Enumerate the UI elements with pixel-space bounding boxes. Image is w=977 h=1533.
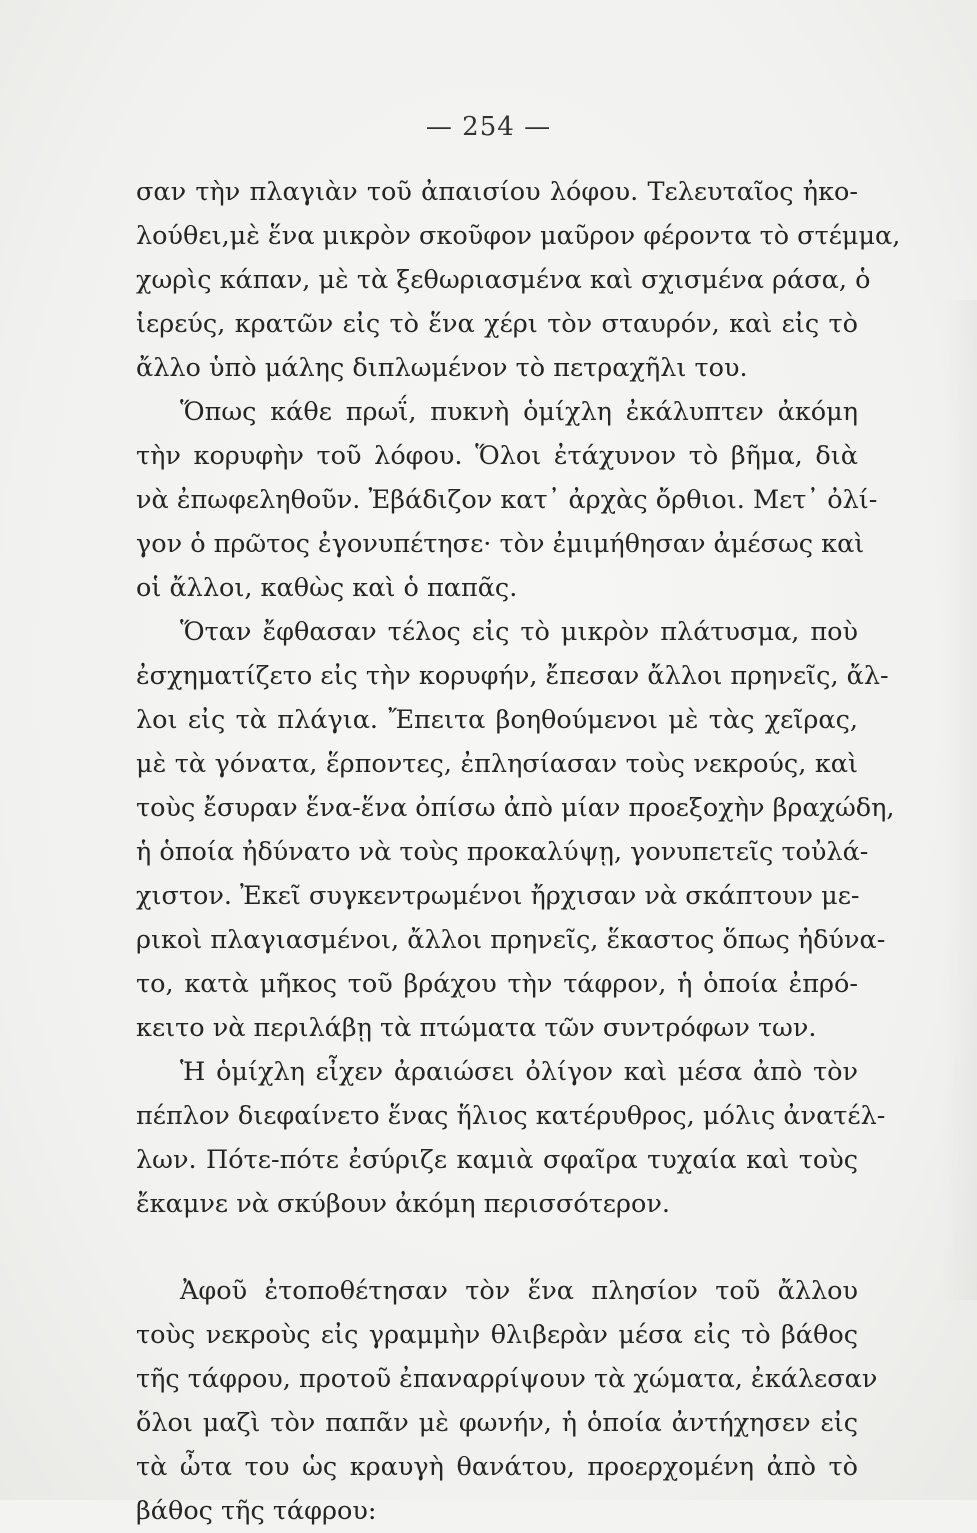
text-line: χιστον. Ἐκεῖ συγκεντρωμένοι ἤρχισαν νὰ σκάπτουν με- — [136, 881, 860, 911]
text-line: ἔκαμνε νὰ σκύβουν ἀκόμη περισσότερον. — [136, 1189, 670, 1219]
text-line: γον ὁ πρῶτος ἐγονυπέτησε· τὸν ἐμιμήθησαν ἀμέσως καὶ — [136, 529, 865, 559]
text-line: ἐσχηματίζετο εἰς τὴν κορυφήν, ἔπεσαν ἄλλοι πρηνεῖς, ἄλ- — [136, 661, 889, 691]
body-text — [136, 170, 901, 1533]
text-line: μὲ τὰ γόνατα, ἕρποντες, ἐπλησίασαν τοὺς νεκρούς, καὶ — [136, 749, 858, 779]
text-line: Ὅταν ἔφθασαν τέλος εἰς τὸ μικρὸν πλάτυσμα, ποὺ — [180, 617, 858, 647]
text-line: ἄλλο ὑπὸ μάλης διπλωμένον τὸ πετραχῆλι του. — [136, 353, 748, 383]
text-line: ἱερεύς, κρατῶν εἰς τὸ ἕνα χέρι τὸν σταυρόν, καὶ εἰς τὸ — [136, 309, 858, 339]
page-number: — 254 — — [425, 112, 552, 142]
paragraph-5 — [136, 1269, 878, 1533]
text-line: λων. Πότε-πότε ἐσύριζε καμιὰ σφαῖρα τυχαία καὶ τοὺς — [136, 1145, 858, 1175]
text-line: πέπλον διεφαίνετο ἕνας ἥλιος κατέρυθρος, μόλις ἀνατέλ- — [136, 1101, 886, 1131]
text-line: τὴν κορυφὴν τοῦ λόφου. Ὅλοι ἐτάχυνον τὸ βῆμα, διὰ — [136, 441, 858, 471]
paragraph-2 — [136, 390, 878, 610]
text-line: τοὺς νεκροὺς εἰς γραμμὴν θλιβερὰν μέσα εἰς τὸ βάθος — [136, 1320, 858, 1350]
text-line: τὰ ὦτα του ὡς κραυγὴ θανάτου, προερχομένη ἀπὸ τὸ — [136, 1452, 858, 1482]
text-line: ἡ ὁποία ἠδύνατο νὰ τοὺς προκαλύψῃ, γονυπετεῖς τοὐλά- — [136, 837, 869, 867]
paragraph-3 — [136, 610, 895, 1050]
text-line: Ἀφοῦ ἐτοποθέτησαν τὸν ἕνα πλησίον τοῦ ἄλλου — [180, 1276, 858, 1306]
text-line: νὰ ἐπωφεληθοῦν. Ἐβάδιζον κατ᾽ ἀρχὰς ὄρθιοι. Μετ᾽ ὀλί- — [136, 485, 878, 515]
text-line: τῆς τάφρου, προτοῦ ἐπαναρρίψουν τὰ χώματα, ἐκάλεσαν — [136, 1364, 878, 1394]
paragraph-4 — [136, 1050, 886, 1226]
section-gap — [136, 1226, 858, 1269]
text-line: ὅλοι μαζὶ τὸν παπᾶν μὲ φωνήν, ἡ ὁποία ἀντήχησεν εἰς — [136, 1408, 858, 1438]
text-line: χωρὶς κάπαν, μὲ τὰ ξεθωριασμένα καὶ σχισμένα ράσα, ὁ — [136, 265, 871, 295]
text-line: Ἡ ὁμίχλη εἶχεν ἀραιώσει ὀλίγον καὶ μέσα ἀπὸ τὸν — [180, 1057, 858, 1087]
page-edge-shading — [941, 300, 977, 1300]
text-line: τοὺς ἔσυραν ἕνα-ἕνα ὀπίσω ἀπὸ μίαν προεξοχὴν βραχώδη, — [136, 793, 895, 823]
text-line: ρικοὶ πλαγιασμένοι, ἄλλοι πρηνεῖς, ἕκαστος ὅπως ἠδύνα- — [136, 925, 886, 955]
text-line: το, κατὰ μῆκος τοῦ βράχου τὴν τάφρον, ἡ ὁποία ἐπρό- — [136, 969, 858, 999]
text-line: οἱ ἄλλοι, καθὼς καὶ ὁ παπᾶς. — [136, 573, 518, 603]
text-line: σαν τὴν πλαγιὰν τοῦ ἀπαισίου λόφου. Τελευταῖος ἠκο- — [136, 177, 858, 207]
text-line: λοι εἰς τὰ πλάγια. Ἔπειτα βοηθούμενοι μὲ τὰς χεῖρας, — [136, 705, 858, 735]
text-line: βάθος τῆς τάφρου: — [136, 1496, 377, 1526]
text-line: Ὅπως κάθε πρωΐ, πυκνὴ ὁμίχλη ἐκάλυπτεν ἀκόμη — [180, 397, 858, 427]
text-line: κειτο νὰ περιλάβῃ τὰ πτώματα τῶν συντρόφων των. — [136, 1013, 817, 1043]
paragraph-1 — [136, 170, 901, 390]
text-line: λούθει,μὲ ἕνα μικρὸν σκοῦφον μαῦρον φέροντα τὸ στέμμα, — [136, 221, 901, 251]
